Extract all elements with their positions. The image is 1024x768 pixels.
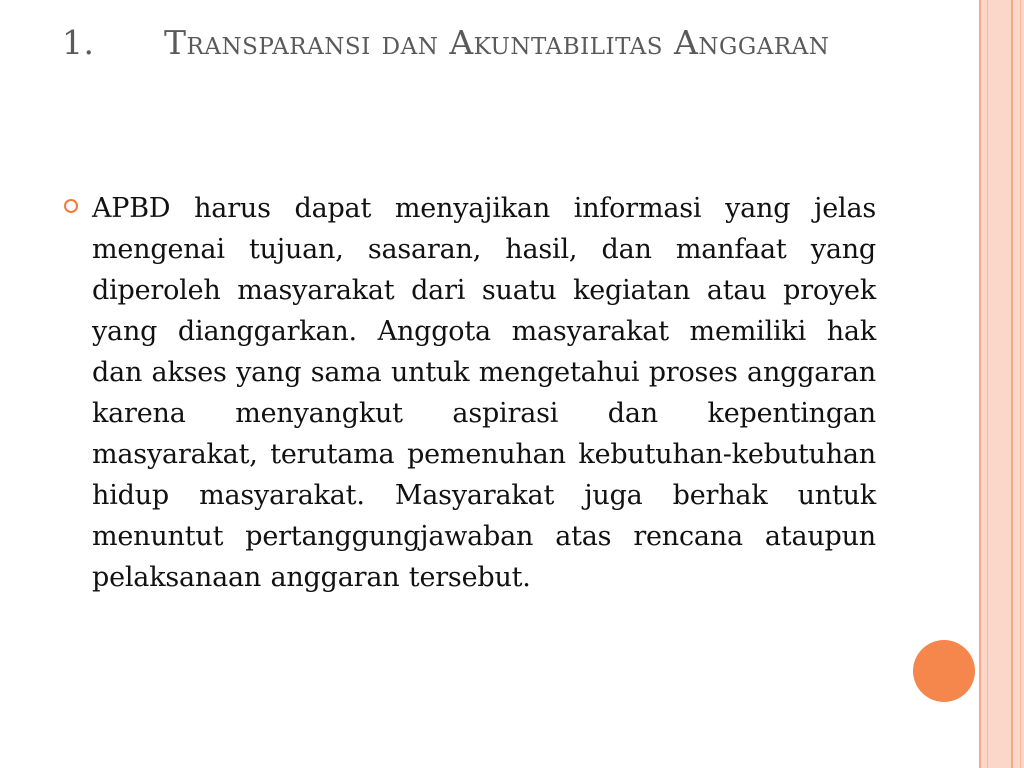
stripe-line (1020, 0, 1021, 768)
stripe-line (1011, 0, 1013, 768)
stripe-line (979, 0, 981, 768)
stripe-line (987, 0, 988, 768)
title-text: Transparansi dan Akuntabilitas Anggaran (164, 23, 830, 62)
slide-body (64, 188, 876, 598)
ring-bullet-icon (64, 199, 78, 213)
bullet-item (64, 188, 876, 598)
bullet-text: APBD harus dapat menyajikan informasi yang jelas mengenai tujuan, sasaran, hasil, dan manfaat yang diperoleh masyarakat dari suatu kegiatan atau proyek yang dianggarkan. Anggota masyarakat memiliki hak dan akses yang sama untuk mengetahui proses anggaran karena menyangkut aspirasi dan kepentingan masyarakat, terutama pemenuhan kebutuhan-kebutuhan hidup masyarakat. Masyarakat juga berhak untuk menuntut pertanggungjawaban atas rencana ataupun pelaksanaan anggaran tersebut. (92, 193, 876, 593)
slide-title (62, 22, 942, 64)
orange-circle-decoration (913, 640, 975, 702)
right-stripe-panel (979, 0, 1024, 768)
title-number: 1. (62, 23, 95, 62)
